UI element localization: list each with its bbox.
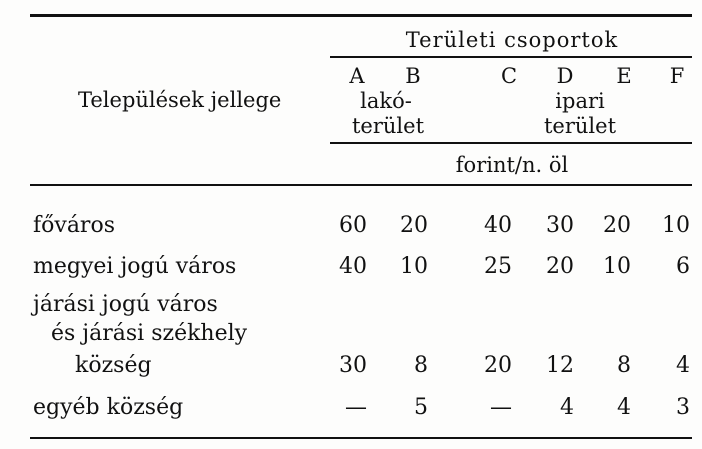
cell-value: 20 [484,353,512,378]
top-rule [30,14,692,17]
cell-value: 5 [414,395,428,420]
cell-value: 20 [400,213,428,238]
cell-value: 3 [676,395,690,420]
column-letter-d: D [556,64,574,88]
cell-value: 8 [414,353,428,378]
cell-value: 10 [400,254,428,279]
group-title: Területi csoportok [405,28,619,52]
cell-value: 4 [560,395,574,420]
cell-value: — [345,395,367,420]
row-label: egyéb község [33,395,184,420]
row-label: főváros [33,213,115,238]
cell-value: 8 [617,353,631,378]
row-label: járási jogú város [33,292,218,317]
cell-value: 6 [676,254,690,279]
cell-value: 40 [484,213,512,238]
cell-value: 20 [603,213,631,238]
row-label: község [75,353,152,378]
industrial-label-line1: ipari [555,89,605,113]
cell-value: 10 [662,213,690,238]
cell-value: 40 [339,254,367,279]
industrial-label-line2: terület [543,114,617,138]
group-title-rule [330,56,692,58]
row-header-label: Települések jellege [78,88,282,112]
column-letter-f: F [669,64,685,88]
bottom-rule [30,437,692,439]
cell-value: 60 [339,213,367,238]
cell-value: 20 [546,254,574,279]
cell-value: 30 [546,213,574,238]
row-label: megyei jogú város [33,254,237,279]
cell-value: 30 [339,353,367,378]
cell-value: 4 [676,353,690,378]
unit-label: forint/n. öl [455,153,569,177]
residential-label-line2: terület [351,114,425,138]
column-letter-c: C [500,64,518,88]
column-letter-b: B [405,64,421,88]
cell-value: 25 [484,254,512,279]
unit-rule [330,142,692,144]
column-letter-e: E [616,64,632,88]
cell-value: — [490,395,512,420]
cell-value: 4 [617,395,631,420]
header-bottom-rule [30,184,692,186]
cell-value: 10 [603,254,631,279]
cell-value: 12 [546,353,574,378]
row-label: és járási székhely [51,321,248,346]
column-letter-a: A [349,64,365,88]
residential-label-line1: lakó- [360,89,412,113]
